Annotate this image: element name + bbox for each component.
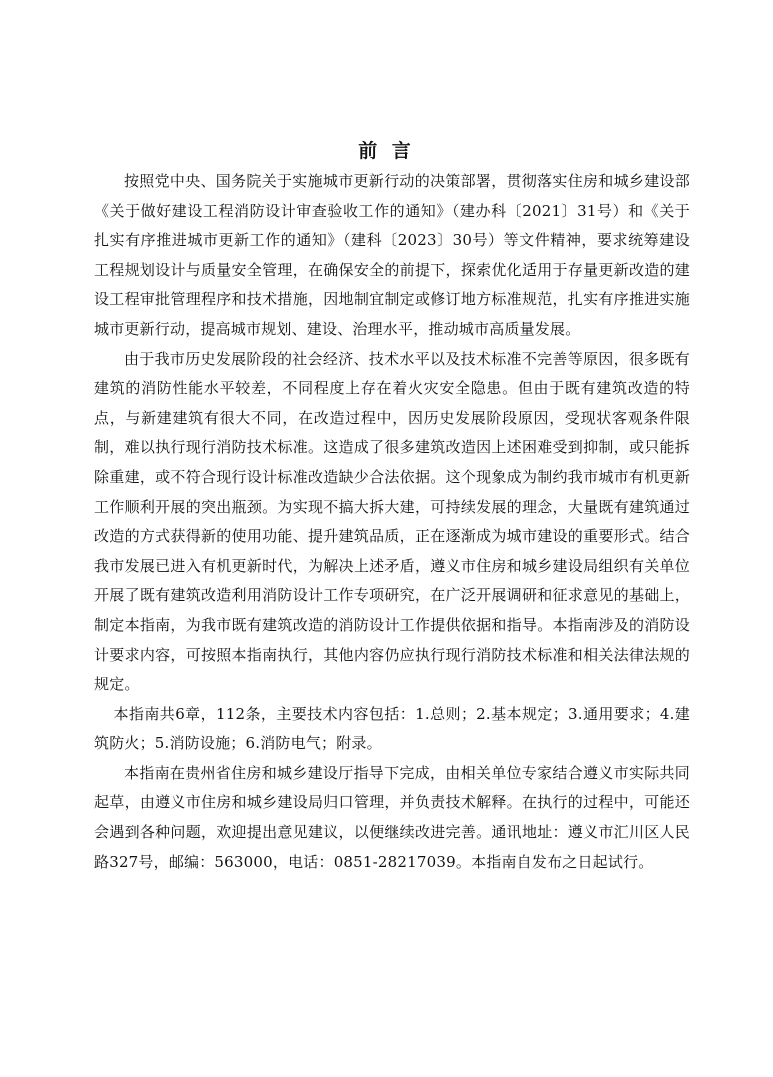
paragraph-authorship-contact: 本指南在贵州省住房和城乡建设厅指导下完成，由相关单位专家结合遵义市实际共同起草，由遵义市住房和城乡建设局归口管理，并负责技术解释。在执行的过程中，可能还会遇到各种问题，欢迎提出意见建议，以便继续改进完善。通讯地址：遵义市汇川区人民路327号，邮编：563000，电话：0851-28217039。本指南自发布之日起试行。 (94, 763, 690, 871)
paragraph-chapter-summary: 本指南共6章，112条，主要技术内容包括：1.总则；2.基本规定；3.通用要求；4.建筑防火；5.消防设施；6.消防电气；附录。 (94, 704, 690, 753)
paragraph-problem-statement: 由于我市历史发展阶段的社会经济、技术水平以及技术标准不完善等原因，很多既有建筑的消防性能水平较差，不同程度上存在着火灾安全隐患。但由于既有建筑改造的特点，与新建建筑有很大不同，在改造过程中，因历史发展阶段原因，受现状客观条件限制，难以执行现行消防技术标准。这造成了很多建筑改造因上述困难受到抑制，或只能拆除重建，或不符合现行设计标准改造缺少合法依据。这个现象成为制约我市城市有机更新工作顺利开展的突出瓶颈。为实现不搞大拆大建，可持续发展的理念，大量既有建筑通过改造的方式获得新的使用功能、提升建筑品质，正在逐渐成为城市建设的重要形式。结合我市发展已进入有机更新时代，为解决上述矛盾，遵义市住房和城乡建设局组织有关单位开展了既有建筑改造利用消防设计工作专项研究，在广泛开展调研和征求意见的基础上，制定本指南，为我市既有建筑改造的消防设计工作提供依据和指导。本指南涉及的消防设计要求内容，可按照本指南执行，其他内容仍应执行现行消防技术标准和相关法律法规的规定。 (94, 349, 690, 694)
paragraph-policy-background: 按照党中央、国务院关于实施城市更新行动的决策部署，贯彻落实住房和城乡建设部《关于做好建设工程消防设计审查验收工作的通知》（建办科〔2021〕31号）和《关于扎实有序推进城市更新工作的通知》（建科〔2023〕30号）等文件精神，要求统筹建设工程规划设计与质量安全管理，在确保安全的前提下，探索优化适用于存量更新改造的建设工程审批管理程序和技术措施，因地制宜制定或修订地方标准规范，扎实有序推进实施城市更新行动，提高城市规划、建设、治理水平，推动城市高质量发展。 (94, 172, 690, 338)
page-title: 前 言 (358, 140, 415, 162)
preface-body (94, 167, 690, 877)
